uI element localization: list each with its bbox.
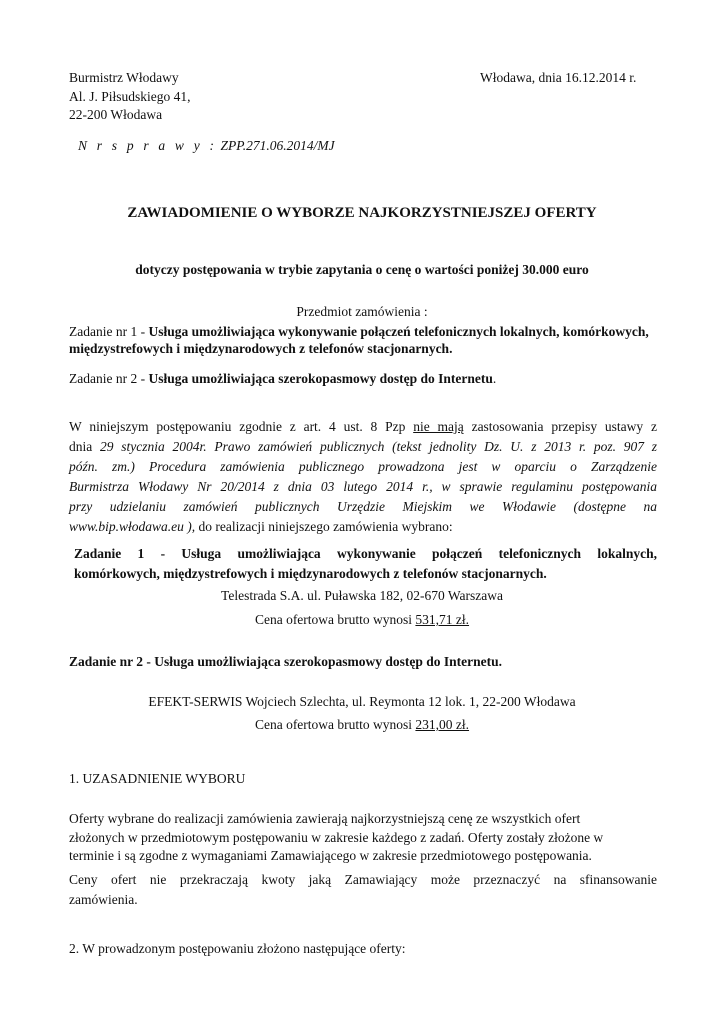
award1-price-value: 531,71 zł. [415, 612, 470, 627]
award1-line-1: Zadanie 1 - Usługa umożliwiająca wykonywanie połączeń telefonicznych lokalnych, [74, 546, 657, 561]
justification-p1-line3: terminie i są zgodne z wymaganiami Zamawiającego w zakresie przedmiotowego postępowania. [69, 848, 592, 863]
sender-city: 22-200 Włodawa [69, 107, 163, 122]
subject-task1-line1 [69, 323, 649, 340]
task2-label: Zadanie nr 2 - [69, 371, 149, 386]
offers-heading: 2. W prowadzonym postępowaniu złożono następujące oferty: [69, 941, 406, 956]
intro-line-4: Burmistrza Włodawy Nr 20/2014 z dnia 03 lutego 2014 r., w sprawie regulaminu postępowania [69, 479, 657, 494]
justification-p2-line1: Ceny ofert nie przekraczają kwoty jaką Zamawiający może przeznaczyć na sfinansowanie [69, 872, 657, 887]
justification-p1-line1: Oferty wybrane do realizacji zamówienia zawierają najkorzystniejszą cenę ze wszystkich ofert [69, 811, 581, 826]
intro-line-2: dnia 29 stycznia 2004r. Prawo zamówień publicznych (tekst jednolity Dz. U. z 2013 r. poz. 907 z [69, 439, 657, 454]
intro-line-5: przy udzielaniu zamówień publicznych Urzędzie Miejskim we Włodawie (dostępne na [69, 499, 657, 514]
task1-label: Zadanie nr 1 - [69, 324, 149, 339]
intro-line-1: W niniejszym postępowaniu zgodnie z art. 4 ust. 8 Pzp nie mają zastosowania przepisy ustawy z [69, 419, 657, 434]
award2-price-value: 231,00 zł. [415, 717, 470, 732]
task1-text: Usługa umożliwiająca wykonywanie połączeń telefonicznych lokalnych, komórkowych, [148, 324, 649, 339]
intro-line-6: www.bip.włodawa.eu ), do realizacji niniejszego zamówienia wybrano: [69, 519, 453, 534]
subject-heading: Przedmiot zamówienia : [296, 304, 428, 319]
intro-line-3: późn. zm.) Procedura zamówienia publicznego prowadzona jest w oparciu o Zarządzenie [69, 459, 657, 474]
award1-line-2: komórkowych, międzystrefowych i międzynarodowych z telefonów stacjonarnych. [74, 566, 547, 581]
sender-street: Al. J. Piłsudskiego 41, [69, 89, 191, 104]
subject-task2: Zadanie nr 2 - Usługa umożliwiająca szerokopasmowy dostęp do Internetu. [69, 371, 497, 386]
document-subtitle: dotyczy postępowania w trybie zapytania o cenę o wartości poniżej 30.000 euro [135, 262, 589, 277]
justification-p1-line2: złożonych w przedmiotowym postępowaniu w zakresie każdego z zadań. Oferty zostały złożone w [69, 830, 604, 845]
task2-text: Usługa umożliwiająca szerokopasmowy dostęp do Internetu [148, 371, 493, 386]
case-number: ZPP.271.06.2014/MJ [220, 138, 335, 153]
justification-p2 [69, 870, 657, 910]
document-title: ZAWIADOMIENIE O WYBORZE NAJKORZYSTNIEJSZEJ OFERTY [127, 205, 597, 221]
intro-paragraph [69, 417, 657, 537]
case-label: N r s p r a w y : [78, 138, 218, 153]
award2-price: Cena ofertowa brutto wynosi 231,00 zł. [254, 717, 470, 732]
award1-company: Telestrada S.A. ul. Puławska 182, 02-670 Warszawa [221, 588, 503, 603]
sender-name: Burmistrz Włodawy [69, 70, 179, 85]
award2-company: EFEKT-SERWIS Wojciech Szlechta, ul. Reymonta 12 lok. 1, 22-200 Włodawa [148, 694, 576, 709]
justification-heading: 1. UZASADNIENIE WYBORU [69, 771, 246, 786]
place-date: Włodawa, dnia 16.12.2014 r. [480, 70, 637, 85]
award1-task [74, 544, 657, 584]
award1-price: Cena ofertowa brutto wynosi 531,71 zł. [254, 612, 470, 627]
subject-task1-line2: międzystrefowych i międzynarodowych z telefonów stacjonarnych. [69, 341, 453, 356]
case-reference [78, 137, 335, 154]
award2-task: Zadanie nr 2 - Usługa umożliwiająca szerokopasmowy dostęp do Internetu. [69, 654, 503, 669]
justification-p2-line2: zamówienia. [69, 892, 138, 907]
